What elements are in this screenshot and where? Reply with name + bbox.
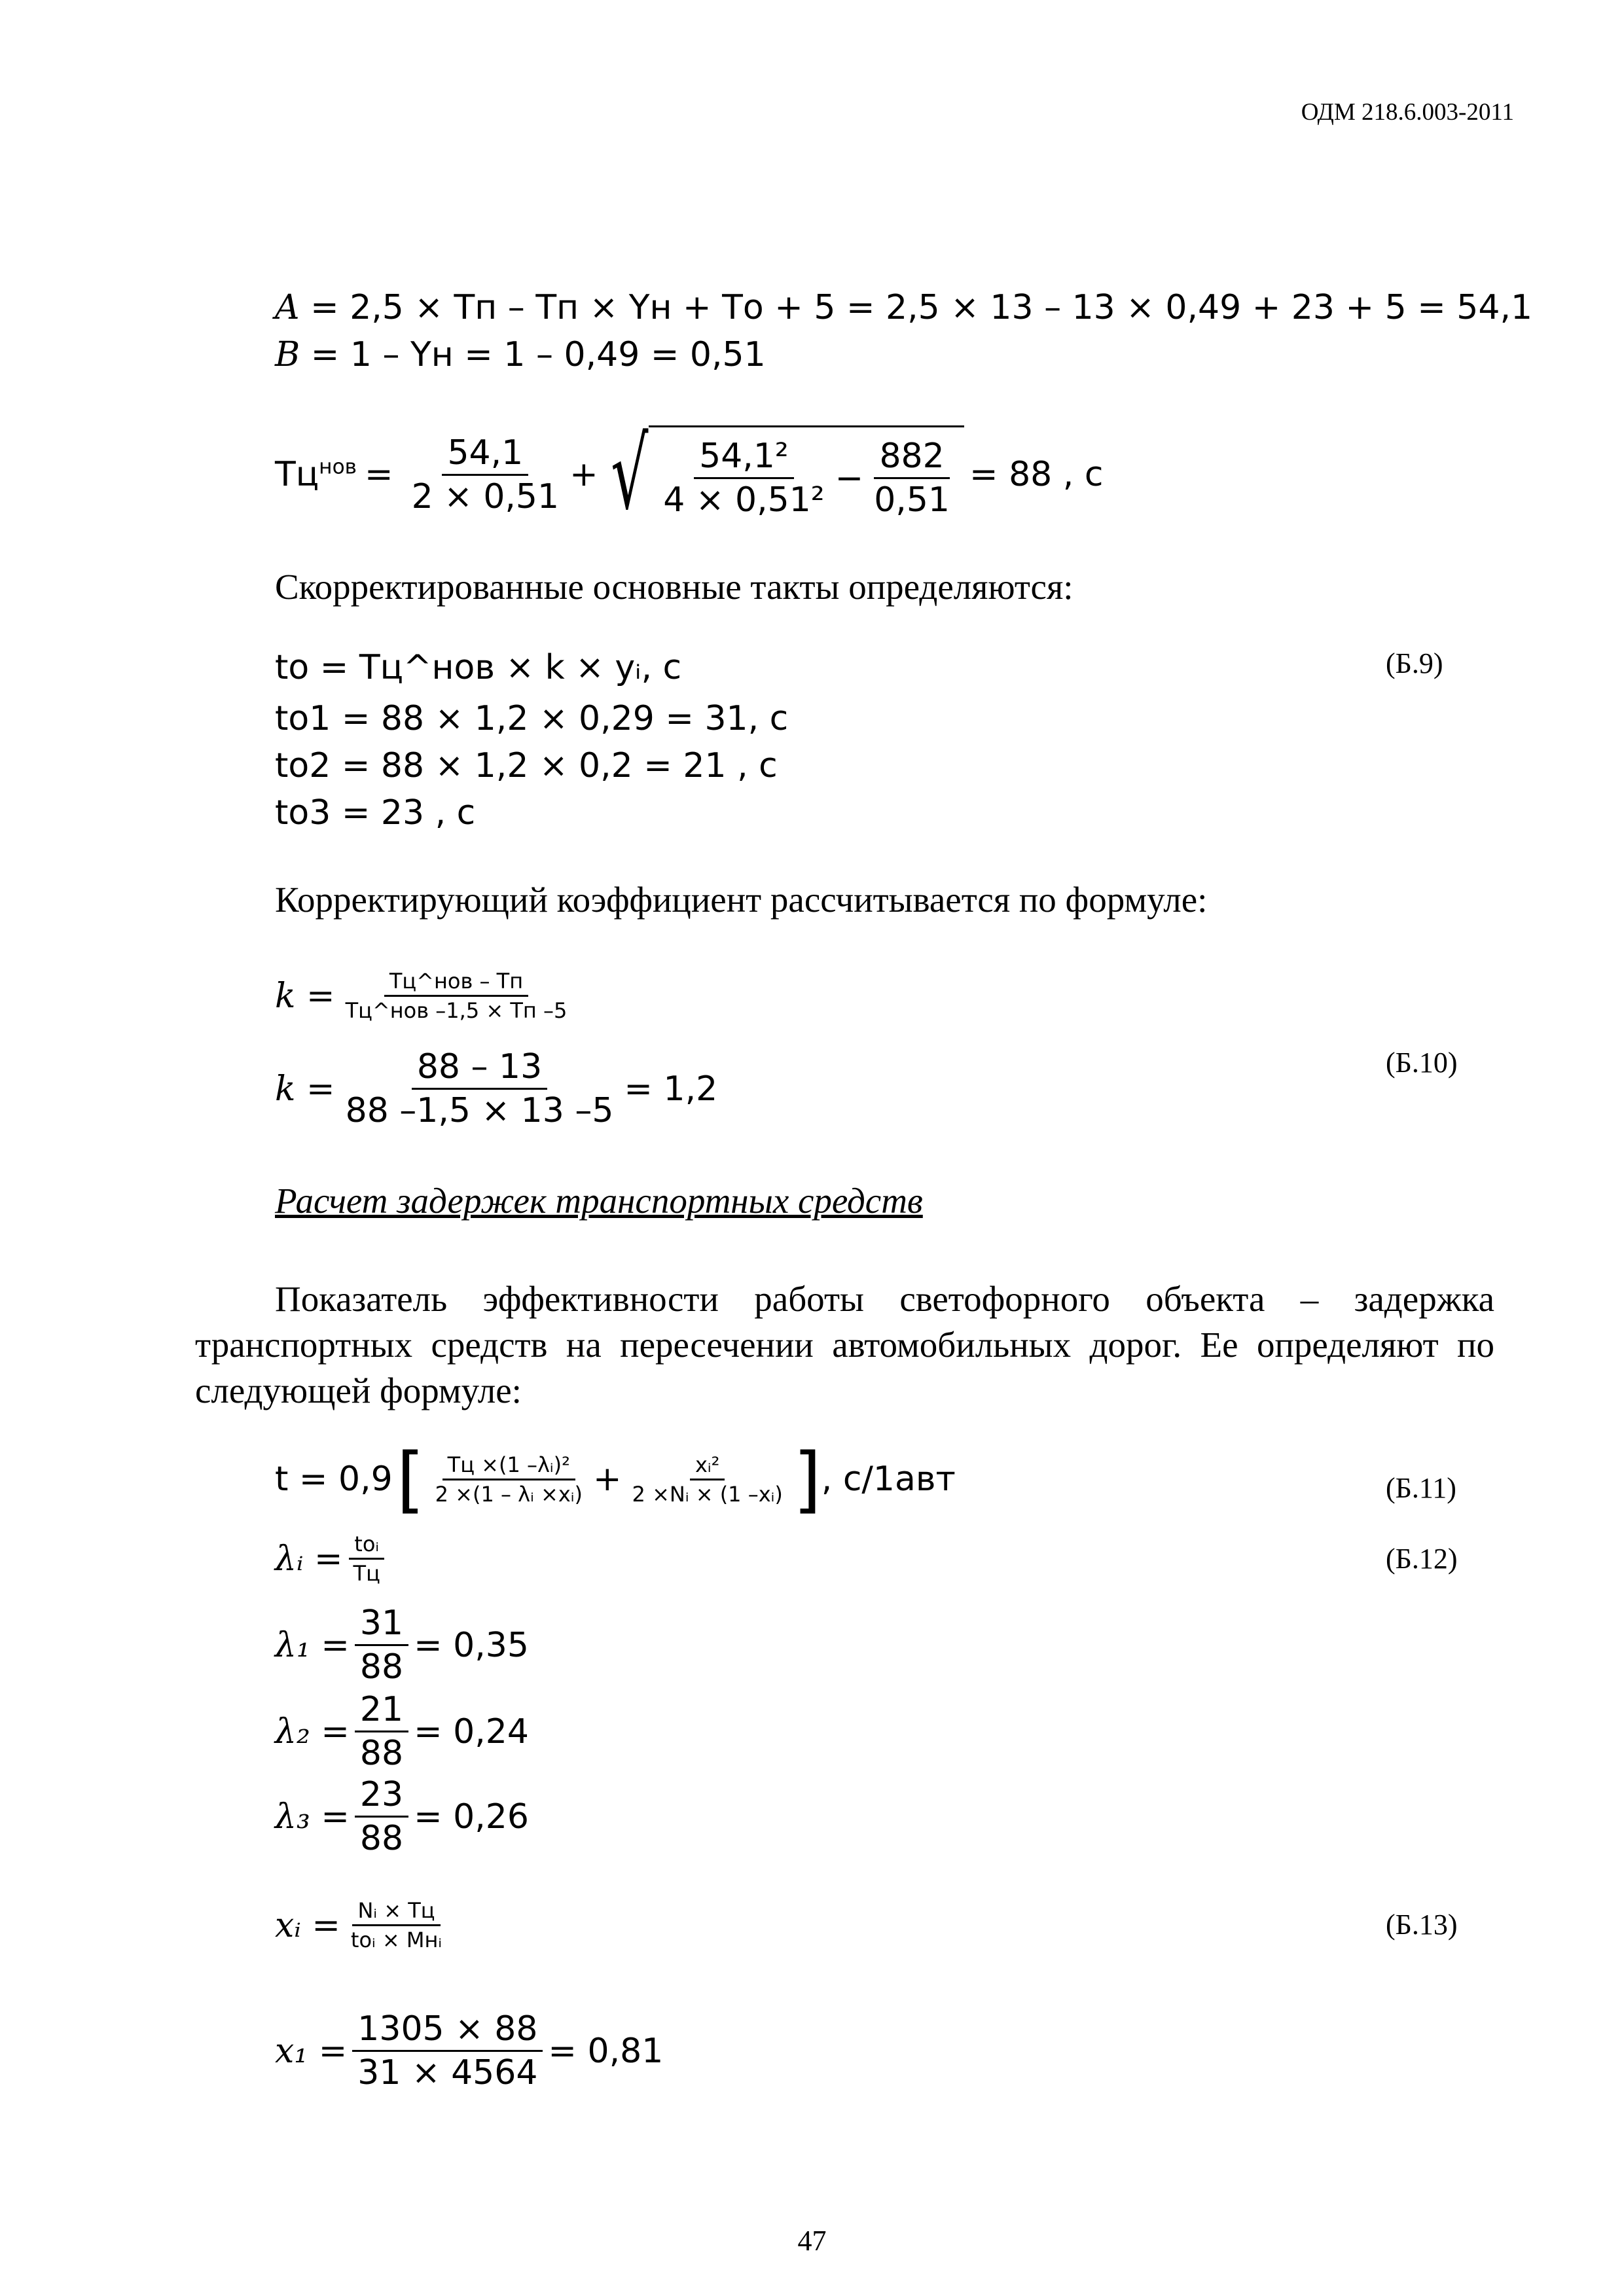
tc-new-fraction-2: $\frac{\text{54,1²}}{\text{4 × 0,51²}}$ bbox=[663, 437, 825, 520]
equation-lambda-1: λ₁ = $\frac{31}{88}$ = 0,35 bbox=[275, 1604, 529, 1687]
equation-to2: tо2 = 88 × 1,2 × 0,2 = 21 , c bbox=[275, 746, 778, 785]
coefficient-intro-text: Корректирующий коэффициент рассчитывается по формуле: bbox=[275, 880, 1208, 920]
equation-k-general: k = $\frac{\text{Tц\textasciicircum{}нов – Tп}}{\text{Tц\textasciicircum{}нов –1,5 × Tп –5}}$ bbox=[275, 969, 577, 1023]
tc-new-fraction-1: $\frac{54,1}{2 \times 0,51}$ bbox=[411, 433, 560, 516]
equation-to-general: tо = Tц^нов × k × yᵢ, c bbox=[275, 648, 682, 687]
equation-number-b11: (Б.11) bbox=[1386, 1472, 1456, 1504]
tc-new-fraction-3: $\frac{882}{0,51}$ bbox=[874, 437, 950, 520]
tc-new-result: = 88 , c bbox=[969, 455, 1104, 494]
document-code: ОДМ 218.6.003-2011 bbox=[1301, 99, 1514, 126]
section-heading: Расчет задержек транспортных средств bbox=[275, 1181, 923, 1221]
equation-lambda-general: λᵢ = $\frac{\text{tоᵢ}}{Tц}$ bbox=[275, 1532, 391, 1586]
equation-lambda-3: λ₃ = $\frac{23}{88}$ = 0,26 bbox=[275, 1775, 529, 1858]
tc-new-lhs: $Tц^{нов}$ bbox=[275, 455, 357, 494]
delay-fraction-1: $\frac{\text{Tц ×(1 –λᵢ)²}}{\text{2 ×(1 – λᵢ ×xᵢ)}}$ bbox=[435, 1452, 583, 1507]
equation-number-b12: (Б.12) bbox=[1386, 1543, 1458, 1575]
x-general-fraction: $\frac{\text{Nᵢ × Tц}}{\text{tоᵢ × Mнᵢ}}$ bbox=[350, 1898, 442, 1952]
equation-b-expr: = 1 – Yн = 1 – 0,49 = 0,51 bbox=[310, 335, 766, 374]
equation-to3: tо3 = 23 , c bbox=[275, 793, 476, 833]
tc-new-sqrt: √ $\frac{\text{54,1²}}{\text{4 × 0,51²}}$ − $\frac{882}{0,51}$ bbox=[598, 425, 964, 524]
lambda-2-fraction: $\frac{21}{88}$ bbox=[355, 1690, 408, 1773]
lambda-general-fraction: $\frac{\text{tоᵢ}}{Tц}$ bbox=[348, 1532, 386, 1586]
equation-b-lhs: B bbox=[275, 335, 300, 374]
equation-b bbox=[275, 335, 766, 374]
equation-k-value: k = $\frac{88 - 13}{88 -1,5 \times 13 -5}$ = 1,2 bbox=[275, 1047, 718, 1130]
equation-a-lhs: A bbox=[275, 288, 300, 327]
equation-lambda-2: λ₂ = $\frac{21}{88}$ = 0,24 bbox=[275, 1690, 529, 1773]
lambda-1-fraction: $\frac{31}{88}$ bbox=[355, 1604, 408, 1687]
k-value-fraction: $\frac{88 - 13}{88 -1,5 \times 13 -5}$ bbox=[345, 1047, 614, 1130]
x-1-fraction: $\frac{1305 \times 88}{31 \times 4564}$ bbox=[352, 2009, 543, 2092]
delay-paragraph: Показатель эффективности работы светофорного объекта – задержка транспортных средств на пересечении автомобильных дорог. Ее определяют по следующей формуле: bbox=[195, 1279, 1494, 1410]
equation-x-1: x₁ = $\frac{1305 \times 88}{31 \times 4564}$ = 0,81 bbox=[275, 2009, 664, 2092]
page-number: 47 bbox=[797, 2225, 827, 2257]
delay-fraction-2: $\frac{\text{xᵢ²}}{\text{2 ×Nᵢ × (1 –xᵢ)}}$ bbox=[632, 1452, 783, 1507]
equation-number-b9: (Б.9) bbox=[1386, 647, 1443, 679]
lambda-3-fraction: $\frac{23}{88}$ bbox=[355, 1775, 408, 1858]
equation-a-expr: = 2,5 × Tп – Tп × Yн + Tо + 5 = 2,5 × 13 – 13 × 0,49 + 23 + 5 = 54,1 bbox=[310, 288, 1533, 327]
equation-number-b10: (Б.10) bbox=[1386, 1047, 1458, 1079]
corrected-tacts-text: Скорректированные основные такты определяются: bbox=[275, 567, 1074, 607]
equation-delay-t: t = 0,9 [ $\frac{\text{Tц ×(1 –λᵢ)²}}{\text{2 ×(1 – λᵢ ×xᵢ)}}$ + $\frac{\text{xᵢ²}}{\text{2 ×Nᵢ × (1 –xᵢ)}}$ ] , c/1авт bbox=[275, 1437, 956, 1521]
equation-number-b13: (Б.13) bbox=[1386, 1909, 1458, 1941]
equation-tc-new: $Tц^{нов}$ = $\frac{54,1}{2 \times 0,51}$ + √ $\frac{\text{54,1²}}{\text{4 × 0,51²}}$ − $\frac{882}{0,51}$ = 88 , c bbox=[275, 418, 1104, 531]
equation-a bbox=[275, 288, 1532, 327]
equation-to1: tо1 = 88 × 1,2 × 0,29 = 31, c bbox=[275, 699, 789, 738]
equation-x-general: xᵢ = $\frac{\text{Nᵢ × Tц}}{\text{tоᵢ × Mнᵢ}}$ bbox=[275, 1898, 452, 1952]
k-general-fraction: $\frac{\text{Tц\textasciicircum{}нов – Tп}}{\text{Tц\textasciicircum{}нов –1,5 × Tп –5}}$ bbox=[345, 969, 568, 1023]
